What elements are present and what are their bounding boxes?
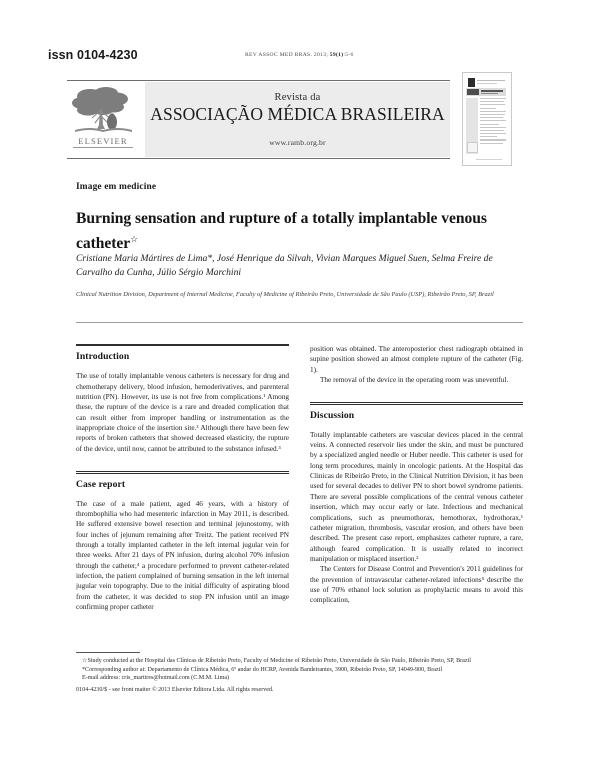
section-rule bbox=[310, 402, 523, 404]
header-divider bbox=[76, 322, 523, 323]
elsevier-logo bbox=[67, 85, 139, 153]
cover-thumb-banner bbox=[466, 88, 506, 96]
cover-thumb-logo-block bbox=[468, 78, 475, 87]
section-heading-introduction: Introduction bbox=[76, 351, 130, 363]
section-spacer bbox=[76, 454, 289, 471]
section-rule bbox=[76, 344, 289, 346]
cover-thumb-banner-line1 bbox=[481, 90, 503, 92]
footnote-email[interactable]: E-mail address: cris_martires@hotmail.com (C.M.M. Lima) bbox=[82, 675, 230, 682]
footnote-corresponding-author: *Corresponding author at: Departamento de Clínica Médica, 6º andar do HCRP, Avenida Bandeirantes, 3900, Ribeirão Preto, SP, 14049-900, Brazil bbox=[82, 666, 443, 673]
cover-thumb-footer bbox=[476, 159, 502, 160]
page-footnotes bbox=[76, 657, 523, 694]
article-affiliation: Clinical Nutrition Division, Department of Internal Medicine, Faculty of Medicine of Ribeirão Preto, Universidade de São Paulo (USP), Ribeirão Preto, SP, Brazil bbox=[76, 291, 494, 298]
cover-thumb-inset-box bbox=[467, 142, 478, 153]
logo-divider bbox=[73, 147, 133, 148]
right-column bbox=[310, 344, 523, 606]
issn-label: issn 0104-4230 bbox=[48, 48, 138, 62]
paragraph: The removal of the device in the operating room was uneventful. bbox=[320, 376, 509, 385]
cover-thumb-banner-line2 bbox=[481, 93, 498, 94]
cover-thumb-banner-mark bbox=[467, 89, 479, 95]
cover-thumb-left-column bbox=[466, 98, 478, 154]
cover-thumb-subhead bbox=[477, 83, 497, 84]
paragraph: Totally implantable catheters are vascular devices placed in the central veins. A connected reservoir lies under the skin, and must be punctured by a specialized angled needle or Huber needle. This catheter is used for long term procedures, mainly in oncologic patients. At the Hospital das Clinicas de Ribeirão Preto, in the Clinical Nutrition Division, it has been used for several decades to deliver PN to short bowel syndrome patients. There are several possible complications of the central venous catheter insertion, which may occur early or late. Infectious and mechanical complications, such as pneumothorax, hemothorax, hydrothorax,¹ catheter migration, thrombosis, vascular erosion, and others have been described. The present case report, emphasizes catheter rupture, a rare, although feared complication. It is usually related to incorrect manipulation or misplaced insertion.² bbox=[310, 430, 523, 563]
journal-citation-line bbox=[245, 52, 354, 58]
left-column bbox=[76, 344, 289, 612]
journal-cover-thumbnail[interactable] bbox=[462, 72, 512, 166]
elsevier-wordmark: ELSEVIER bbox=[78, 136, 128, 146]
citation-prefix: REV ASSOC MED BRAS. 2013; bbox=[245, 52, 330, 58]
article-section-label: Image em medicine bbox=[76, 182, 157, 192]
page-topbar bbox=[48, 48, 468, 68]
footnote-divider bbox=[76, 652, 140, 653]
paragraph: The case of a male patient, aged 46 years, with a history of thrombophilia who had mesenteric infarction in May 2011, is described. He suffered extensive bowel resection and terminal jejunostomy, with four inches of jejunum remaining after Treitz. The patient received PN through a totally implanted catheter in the left internal jugular vein for three weeks. After 21 days of PN infusion, during alcohol 70% infusion through the catheter,⁴ a procedure performed to prevent catheter-related infection, the patient complained of burning sensation in the left internal jugular vein topography. Due to the initial difficulty of aspirating blood from the catheter, it was decided to stop PN infusion until an image confirming proper catheter bbox=[76, 499, 289, 611]
page-title bbox=[76, 209, 506, 254]
section-rule bbox=[76, 471, 289, 473]
cover-thumb-header bbox=[468, 78, 506, 87]
revista-label: Revista da bbox=[274, 92, 321, 103]
citation-volume: 59(1) bbox=[329, 52, 344, 58]
footnote-study-note: ☆Study conducted at the Hospital das Clínicas de Ribeirão Preto, Faculty of Medicine of Ribeirão Preto, Universidade de São Paulo, Ribeirão Preto, SP, Brazil bbox=[82, 658, 471, 664]
journal-masthead bbox=[67, 80, 450, 159]
journal-name: ASSOCIAÇÃO MÉDICA BRASILEIRA bbox=[150, 104, 445, 124]
elsevier-tree-icon bbox=[70, 85, 136, 137]
citation-suffix: :5-6 bbox=[343, 52, 354, 58]
section-heading-case-report: Case report bbox=[76, 478, 126, 490]
cover-thumbnail-page bbox=[466, 76, 508, 162]
title-footnote-marker: ☆ bbox=[130, 234, 139, 245]
journal-title-panel bbox=[145, 82, 450, 157]
article-title-text: Burning sensation and rupture of a totally implantable venous catheter bbox=[76, 210, 487, 253]
cover-thumb-right-column bbox=[480, 98, 506, 154]
section-heading-discussion: Discussion bbox=[310, 409, 355, 421]
paragraph: The use of totally implantable venous catheters is necessary for drug and chemotherapy delivery, blood infusion, hemoderivatives, and parenteral nutrition (PN). However, its use is not free from complications.¹ Among these, the rupture of the device is a rare and dreaded complication that can result either from improper handling or instrumentation as the inappropriate choice of the insertion site.² Although there have been few reports of broken catheters that showed decreased elasticity, the rupture of the device, until now, cannot be attributed to the substance infused.³ bbox=[76, 372, 289, 453]
article-authors: Cristiane Maria Mártires de Lima*, José Henrique da Silvah, Vivian Marques Miguel Suen, Selma Freire de Carvalho da Cunha, Júlio Sérgio Marchini bbox=[76, 253, 493, 278]
cover-thumb-headline bbox=[477, 80, 505, 81]
journal-url[interactable]: www.ramb.org.br bbox=[269, 138, 326, 147]
paragraph: position was obtained. The anteroposterior chest radiograph obtained in supine position showed an almost complete rupture of the catheter (Fig. 1). bbox=[310, 345, 523, 374]
section-spacer bbox=[310, 385, 523, 402]
paragraph: The Centers for Disease Control and Prevention's 2011 guidelines for the prevention of intravascular catheter-related infections⁵ describe the use of 70% ethanol lock solution as prophylactic means to avoid this complication, bbox=[310, 565, 523, 605]
footnote-copyright: 0104-4230/$ - see front matter © 2013 Elsevier Editora Ltda. All rights reserved. bbox=[76, 686, 274, 693]
